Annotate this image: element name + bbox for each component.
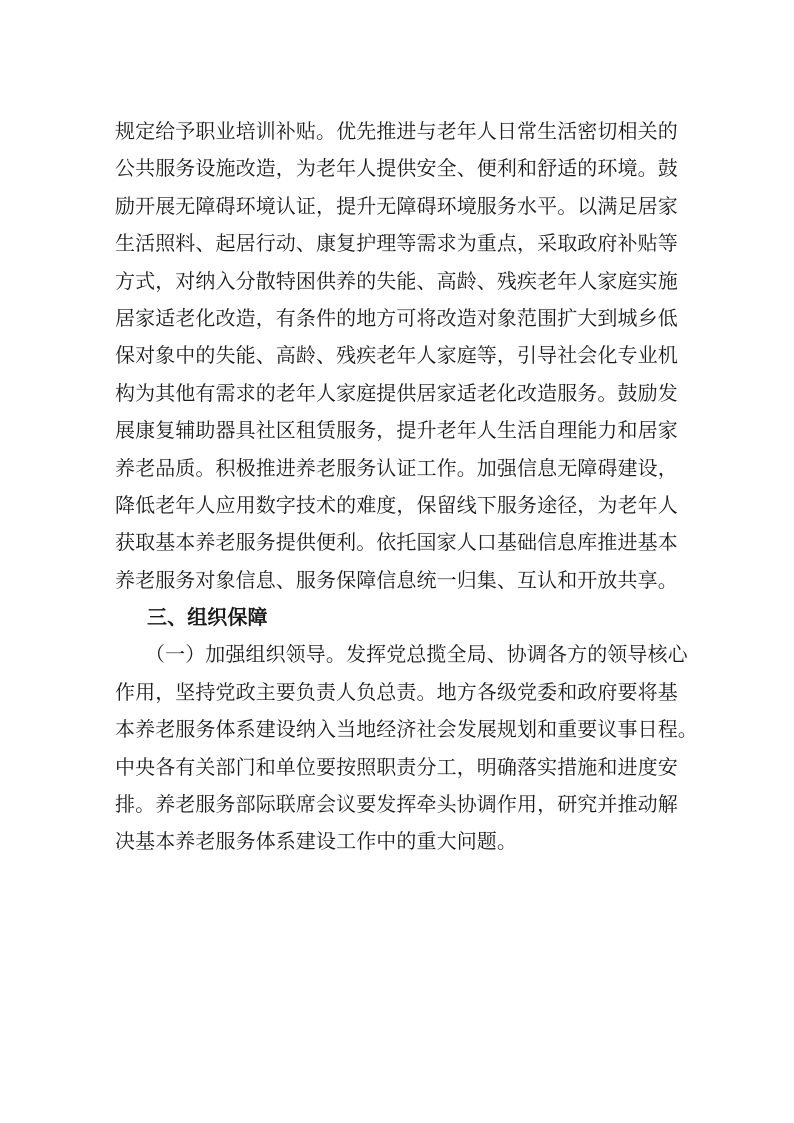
text-line: （一）加强组织领导。发挥党总揽全局、协调各方的领导核心 bbox=[145, 642, 688, 667]
text-line: 公共服务设施改造，为老年人提供安全、便利和舒适的环境。鼓 bbox=[115, 156, 678, 181]
document-body bbox=[115, 113, 698, 861]
text-line: 励开展无障碍环境认证，提升无障碍环境服务水平。以满足居家 bbox=[115, 193, 678, 218]
text-line: 养老服务对象信息、服务保障信息统一归集、互认和开放共享。 bbox=[115, 567, 678, 592]
text-line: 保对象中的失能、高龄、残疾老年人家庭等，引导社会化专业机 bbox=[115, 343, 678, 368]
text-line: 养老品质。积极推进养老服务认证工作。加强信息无障碍建设， bbox=[115, 455, 678, 480]
paragraph-2 bbox=[115, 636, 698, 860]
text-line: 获取基本养老服务提供便利。依托国家人口基础信息库推进基本 bbox=[115, 530, 678, 555]
text-line: 构为其他有需求的老年人家庭提供居家适老化改造服务。鼓励发 bbox=[115, 380, 678, 405]
section-heading: 三、组织保障 bbox=[147, 605, 268, 630]
text-line: 生活照料、起居行动、康复护理等需求为重点，采取政府补贴等 bbox=[115, 231, 678, 256]
text-line: 本养老服务体系建设纳入当地经济社会发展规划和重要议事日程。 bbox=[115, 717, 698, 742]
text-line: 方式，对纳入分散特困供养的失能、高龄、残疾老年人家庭实施 bbox=[115, 268, 678, 293]
text-line: 展康复辅助器具社区租赁服务，提升老年人生活自理能力和居家 bbox=[115, 418, 678, 443]
text-line: 决基本养老服务体系建设工作中的重大问题。 bbox=[115, 829, 517, 854]
text-line: 作用，坚持党政主要负责人负总责。地方各级党委和政府要将基 bbox=[115, 679, 678, 704]
text-line: 居家适老化改造，有条件的地方可将改造对象范围扩大到城乡低 bbox=[115, 305, 678, 330]
paragraph-1 bbox=[115, 113, 695, 599]
text-line: 中央各有关部门和单位要按照职责分工，明确落实措施和进度安 bbox=[115, 754, 678, 779]
text-line: 规定给予职业培训补贴。优先推进与老年人日常生活密切相关的 bbox=[115, 119, 678, 143]
text-line: 排。养老服务部际联席会议要发挥牵头协调作用，研究并推动解 bbox=[115, 792, 678, 817]
text-line: 降低老年人应用数字技术的难度，保留线下服务途径，为老年人 bbox=[115, 492, 678, 517]
